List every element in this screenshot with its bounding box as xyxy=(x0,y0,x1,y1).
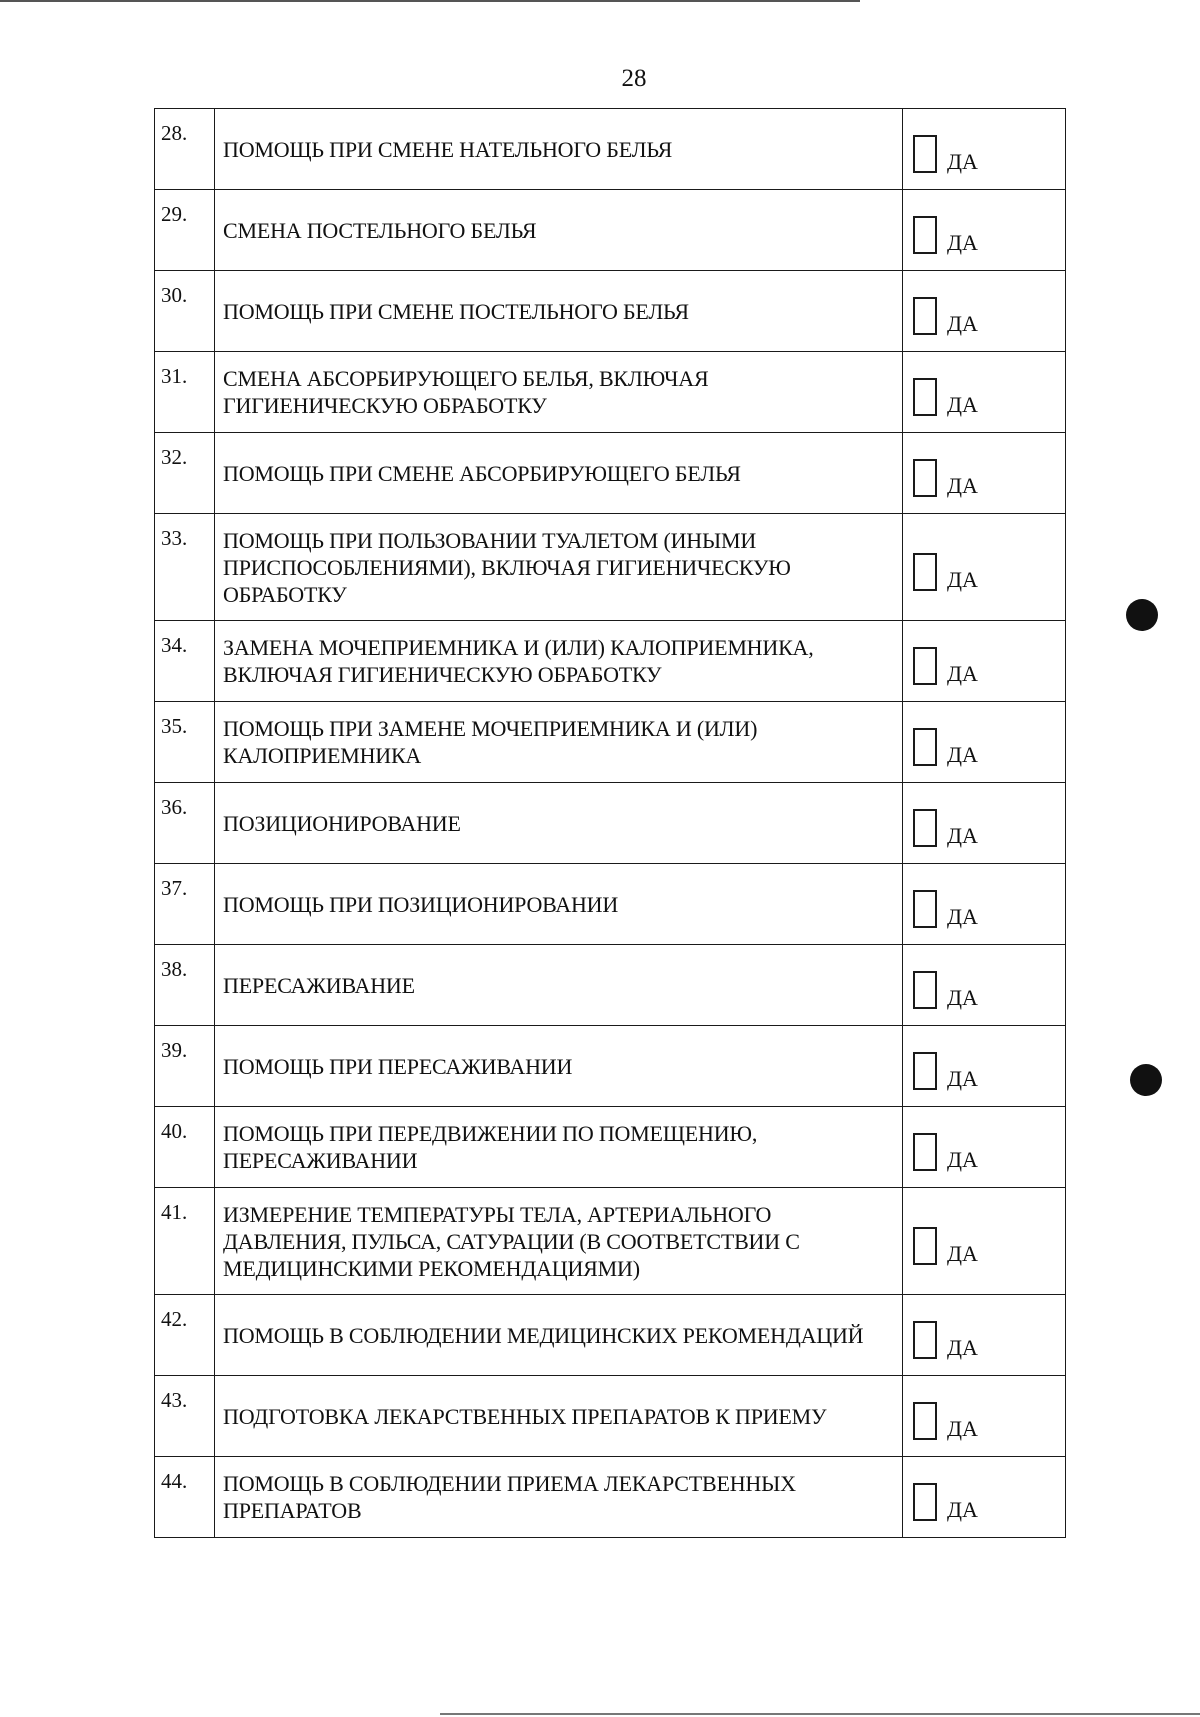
yes-option[interactable] xyxy=(913,637,1065,685)
row-service-text: ПОМОЩЬ ПРИ СМЕНЕ НАТЕЛЬНОГО БЕЛЬЯ xyxy=(215,109,903,190)
binder-hole-mark xyxy=(1126,599,1158,631)
row-answer-cell xyxy=(903,1295,1066,1376)
row-answer-cell xyxy=(903,433,1066,514)
row-answer-cell xyxy=(903,702,1066,783)
row-service-text: ПОМОЩЬ ПРИ ПЕРЕДВИЖЕНИИ ПО ПОМЕЩЕНИЮ, ПЕРЕСАЖИВАНИИ xyxy=(215,1107,903,1188)
row-answer-cell xyxy=(903,783,1066,864)
yes-option[interactable] xyxy=(913,287,1065,335)
checklist-row xyxy=(155,1457,1066,1538)
row-number: 42. xyxy=(155,1295,215,1376)
services-checklist-table xyxy=(154,108,1066,1538)
checklist-row xyxy=(155,621,1066,702)
checklist-row xyxy=(155,433,1066,514)
scan-bottom-edge-line xyxy=(440,1713,1200,1715)
checklist-row xyxy=(155,1376,1066,1457)
scan-top-edge-line xyxy=(0,0,860,2)
yes-option[interactable] xyxy=(913,1217,1065,1265)
row-service-text: ЗАМЕНА МОЧЕПРИЕМНИКА И (ИЛИ) КАЛОПРИЕМНИКА, ВКЛЮЧАЯ ГИГИЕНИЧЕСКУЮ ОБРАБОТКУ xyxy=(215,621,903,702)
row-service-text: ПОМОЩЬ ПРИ ПЕРЕСАЖИВАНИИ xyxy=(215,1026,903,1107)
yes-checkbox[interactable] xyxy=(913,459,937,497)
yes-checkbox[interactable] xyxy=(913,1052,937,1090)
checklist-row xyxy=(155,271,1066,352)
yes-checkbox[interactable] xyxy=(913,553,937,591)
yes-option[interactable] xyxy=(913,206,1065,254)
row-number: 40. xyxy=(155,1107,215,1188)
yes-option[interactable] xyxy=(913,1123,1065,1171)
checklist-row xyxy=(155,109,1066,190)
yes-option[interactable] xyxy=(913,1311,1065,1359)
row-service-text: ПОМОЩЬ ПРИ СМЕНЕ АБСОРБИРУЮЩЕГО БЕЛЬЯ xyxy=(215,433,903,514)
row-service-text: ПОМОЩЬ В СОБЛЮДЕНИИ ПРИЕМА ЛЕКАРСТВЕННЫХ ПРЕПАРАТОВ xyxy=(215,1457,903,1538)
row-answer-cell xyxy=(903,1107,1066,1188)
row-number: 28. xyxy=(155,109,215,190)
checklist-row xyxy=(155,945,1066,1026)
yes-label: ДА xyxy=(947,985,978,1010)
yes-option[interactable] xyxy=(913,1392,1065,1440)
yes-label: ДА xyxy=(947,904,978,929)
row-service-text: ПОМОЩЬ ПРИ СМЕНЕ ПОСТЕЛЬНОГО БЕЛЬЯ xyxy=(215,271,903,352)
page-number: 28 xyxy=(621,65,647,92)
row-answer-cell xyxy=(903,109,1066,190)
row-answer-cell xyxy=(903,514,1066,621)
yes-label: ДА xyxy=(947,311,978,336)
checklist-row xyxy=(155,1295,1066,1376)
yes-checkbox[interactable] xyxy=(913,1402,937,1440)
row-answer-cell xyxy=(903,621,1066,702)
yes-label: ДА xyxy=(947,823,978,848)
yes-option[interactable] xyxy=(913,718,1065,766)
yes-label: ДА xyxy=(947,473,978,498)
yes-label: ДА xyxy=(947,149,978,174)
yes-label: ДА xyxy=(947,567,978,592)
row-number: 31. xyxy=(155,352,215,433)
row-number: 44. xyxy=(155,1457,215,1538)
row-answer-cell xyxy=(903,864,1066,945)
binder-hole-mark xyxy=(1130,1064,1162,1096)
checklist-row xyxy=(155,1107,1066,1188)
yes-checkbox[interactable] xyxy=(913,1227,937,1265)
yes-label: ДА xyxy=(947,661,978,686)
row-number: 38. xyxy=(155,945,215,1026)
yes-label: ДА xyxy=(947,742,978,767)
row-answer-cell xyxy=(903,190,1066,271)
checklist-row xyxy=(155,1026,1066,1107)
yes-label: ДА xyxy=(947,230,978,255)
yes-label: ДА xyxy=(947,1147,978,1172)
yes-checkbox[interactable] xyxy=(913,971,937,1009)
row-service-text: ПОМОЩЬ В СОБЛЮДЕНИИ МЕДИЦИНСКИХ РЕКОМЕНДАЦИЙ xyxy=(215,1295,903,1376)
checklist-rows xyxy=(155,109,1066,1538)
row-answer-cell xyxy=(903,945,1066,1026)
row-service-text: ПОМОЩЬ ПРИ ЗАМЕНЕ МОЧЕПРИЕМНИКА И (ИЛИ) КАЛОПРИЕМНИКА xyxy=(215,702,903,783)
checklist-row xyxy=(155,514,1066,621)
yes-option[interactable] xyxy=(913,368,1065,416)
row-number: 43. xyxy=(155,1376,215,1457)
row-service-text: ПОМОЩЬ ПРИ ПОЛЬЗОВАНИИ ТУАЛЕТОМ (ИНЫМИ ПРИСПОСОБЛЕНИЯМИ), ВКЛЮЧАЯ ГИГИЕНИЧЕСКУЮ ОБРАБОТКУ xyxy=(215,514,903,621)
yes-checkbox[interactable] xyxy=(913,297,937,335)
yes-checkbox[interactable] xyxy=(913,728,937,766)
row-number: 33. xyxy=(155,514,215,621)
yes-checkbox[interactable] xyxy=(913,647,937,685)
yes-checkbox[interactable] xyxy=(913,378,937,416)
yes-label: ДА xyxy=(947,1066,978,1091)
yes-checkbox[interactable] xyxy=(913,809,937,847)
yes-checkbox[interactable] xyxy=(913,1483,937,1521)
yes-checkbox[interactable] xyxy=(913,135,937,173)
yes-label: ДА xyxy=(947,1497,978,1522)
row-number: 29. xyxy=(155,190,215,271)
row-answer-cell xyxy=(903,1026,1066,1107)
row-answer-cell xyxy=(903,1188,1066,1295)
checklist-row xyxy=(155,1188,1066,1295)
row-service-text: СМЕНА ПОСТЕЛЬНОГО БЕЛЬЯ xyxy=(215,190,903,271)
yes-option[interactable] xyxy=(913,1042,1065,1090)
yes-label: ДА xyxy=(947,1416,978,1441)
row-number: 30. xyxy=(155,271,215,352)
row-number: 39. xyxy=(155,1026,215,1107)
yes-label: ДА xyxy=(947,392,978,417)
checklist-row xyxy=(155,702,1066,783)
row-answer-cell xyxy=(903,1457,1066,1538)
checklist-row xyxy=(155,352,1066,433)
checklist-row xyxy=(155,190,1066,271)
yes-option[interactable] xyxy=(913,125,1065,173)
row-answer-cell xyxy=(903,271,1066,352)
row-service-text: СМЕНА АБСОРБИРУЮЩЕГО БЕЛЬЯ, ВКЛЮЧАЯ ГИГИЕНИЧЕСКУЮ ОБРАБОТКУ xyxy=(215,352,903,433)
row-service-text: ПЕРЕСАЖИВАНИЕ xyxy=(215,945,903,1026)
row-number: 32. xyxy=(155,433,215,514)
row-answer-cell xyxy=(903,352,1066,433)
checklist-row xyxy=(155,783,1066,864)
row-number: 35. xyxy=(155,702,215,783)
row-number: 41. xyxy=(155,1188,215,1295)
yes-option[interactable] xyxy=(913,961,1065,1009)
yes-option[interactable] xyxy=(913,543,1065,591)
yes-checkbox[interactable] xyxy=(913,1133,937,1171)
row-service-text: ПОМОЩЬ ПРИ ПОЗИЦИОНИРОВАНИИ xyxy=(215,864,903,945)
yes-label: ДА xyxy=(947,1241,978,1266)
yes-label: ДА xyxy=(947,1335,978,1360)
yes-option[interactable] xyxy=(913,449,1065,497)
yes-option[interactable] xyxy=(913,880,1065,928)
row-number: 36. xyxy=(155,783,215,864)
yes-checkbox[interactable] xyxy=(913,890,937,928)
row-service-text: ПОЗИЦИОНИРОВАНИЕ xyxy=(215,783,903,864)
checklist-row xyxy=(155,864,1066,945)
row-answer-cell xyxy=(903,1376,1066,1457)
row-number: 34. xyxy=(155,621,215,702)
row-service-text: ПОДГОТОВКА ЛЕКАРСТВЕННЫХ ПРЕПАРАТОВ К ПРИЕМУ xyxy=(215,1376,903,1457)
yes-checkbox[interactable] xyxy=(913,216,937,254)
row-number: 37. xyxy=(155,864,215,945)
row-service-text: ИЗМЕРЕНИЕ ТЕМПЕРАТУРЫ ТЕЛА, АРТЕРИАЛЬНОГО ДАВЛЕНИЯ, ПУЛЬСА, САТУРАЦИИ (В СООТВЕТСТВИИ С МЕДИЦИНСКИМИ РЕКОМЕНДАЦИЯМИ) xyxy=(215,1188,903,1295)
yes-checkbox[interactable] xyxy=(913,1321,937,1359)
yes-option[interactable] xyxy=(913,1473,1065,1521)
yes-option[interactable] xyxy=(913,799,1065,847)
